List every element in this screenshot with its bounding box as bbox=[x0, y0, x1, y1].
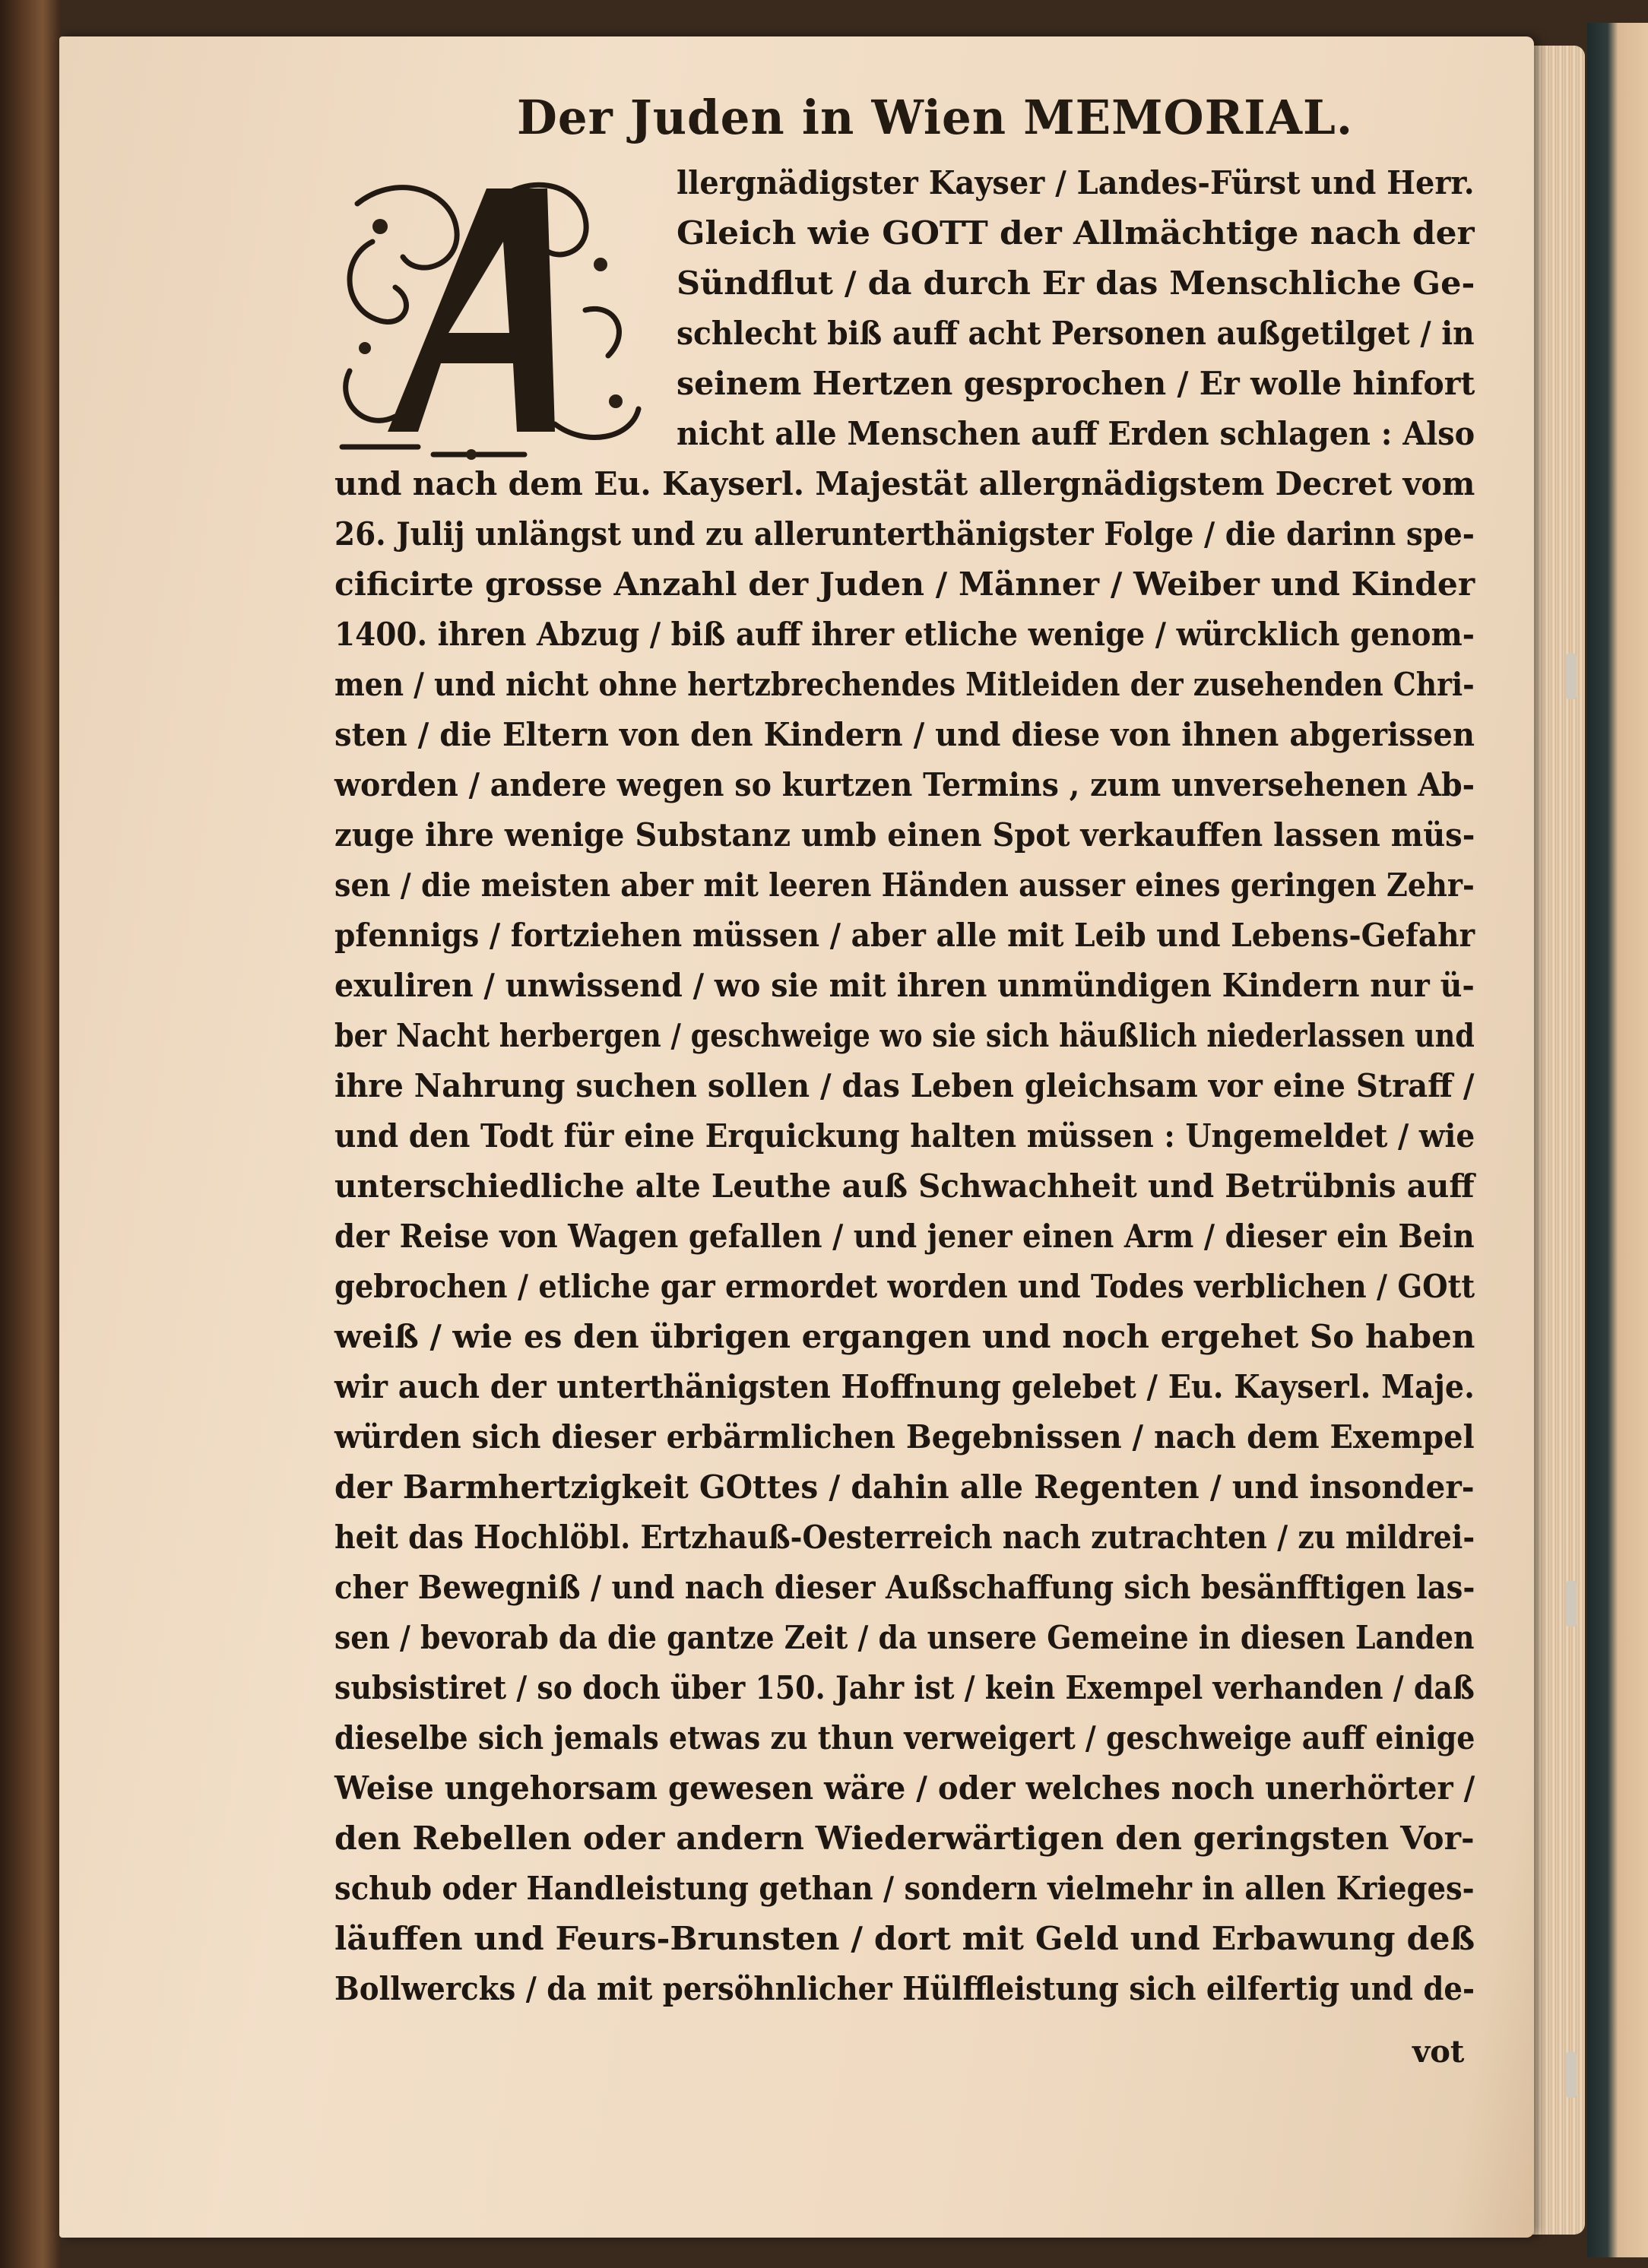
text-line: worden / andere wegen so kurtzen Termins , zum unversehenen Ab- bbox=[334, 766, 1475, 803]
ornamental-initial-icon bbox=[327, 173, 646, 477]
text-line: wir auch der unterthänigsten Hoffnung gelebet / Eu. Kayserl. Maje. bbox=[334, 1368, 1475, 1405]
text-line: ber Nacht herbergen / geschweige wo sie sich häußlich niederlassen und bbox=[334, 1017, 1475, 1054]
text-line: Bollwercks / da mit persöhnlicher Hülffleistung sich eilfertig und de- bbox=[334, 1970, 1475, 2007]
text-line: cher Bewegniß / und nach dieser Außschaffung sich besänfftigen las- bbox=[334, 1569, 1475, 1606]
text-line: cificirte grosse Anzahl der Juden / Männer / Weiber und Kinder bbox=[334, 565, 1475, 603]
text-line: exuliren / unwissend / wo sie mit ihren unmündigen Kindern nur ü- bbox=[334, 967, 1475, 1004]
text-line: ihre Nahrung suchen sollen / das Leben gleichsam vor eine Straff / bbox=[334, 1067, 1475, 1104]
text-line: men / und nicht ohne hertzbrechendes Mitleiden der zusehenden Chri- bbox=[334, 666, 1475, 703]
text-line: und nach dem Eu. Kayserl. Majestät allergnädigstem Decret vom bbox=[334, 465, 1475, 502]
text-line: subsistiret / so doch über 150. Jahr ist / kein Exempel verhanden / daß bbox=[334, 1669, 1475, 1706]
binding-stitch bbox=[1566, 654, 1577, 699]
text-line: seinem Hertzen gesprochen / Er wolle hinfort bbox=[677, 365, 1475, 402]
text-line: unterschiedliche alte Leuthe auß Schwachheit und Betrübnis auff bbox=[334, 1167, 1475, 1205]
text-line: heit das Hochlöbl. Ertzhauß-Oesterreich nach zutrachten / zu mildrei- bbox=[334, 1519, 1475, 1556]
text-line: der Reise von Wagen gefallen / und jener einen Arm / dieser ein Bein bbox=[334, 1218, 1475, 1255]
text-line: sen / bevorab da die gantze Zeit / da unsere Gemeine in diesen Landen bbox=[334, 1619, 1475, 1656]
text-line: weiß / wie es den übrigen ergangen und noch ergehet So haben bbox=[334, 1318, 1475, 1355]
text-line: den Rebellen oder andern Wiederwärtigen den geringsten Vor- bbox=[334, 1820, 1475, 1857]
binding-stitch bbox=[1566, 1581, 1577, 1627]
book-binding-left bbox=[0, 0, 61, 2268]
text-line: Gleich wie GOTT der Allmächtige nach der bbox=[677, 214, 1475, 252]
facing-page-edge bbox=[1587, 23, 1648, 2257]
catchword: vot bbox=[1412, 2034, 1465, 2070]
text-line: Sündflut / da durch Er das Menschliche Ge- bbox=[677, 264, 1475, 302]
text-line: schlecht biß auff acht Personen außgetilget / in bbox=[677, 315, 1475, 352]
text-line: llergnädigster Kayser / Landes-Fürst und Herr. bbox=[677, 164, 1475, 201]
text-line: dieselbe sich jemals etwas zu thun verweigert / geschweige auff einige bbox=[334, 1719, 1475, 1756]
text-line: sen / die meisten aber mit leeren Händen ausser eines geringen Zehr- bbox=[334, 866, 1475, 904]
text-line: läuffen und Feurs-Brunsten / dort mit Geld und Erbawung deß bbox=[334, 1920, 1475, 1957]
text-line: 1400. ihren Abzug / biß auff ihrer etliche wenige / würcklich genom- bbox=[334, 616, 1475, 653]
text-line: und den Todt für eine Erquickung halten müssen : Ungemeldet / wie bbox=[334, 1117, 1475, 1155]
text-line: nicht alle Menschen auff Erden schlagen : Also bbox=[677, 415, 1475, 452]
text-line: Weise ungehorsam gewesen wäre / oder welches noch unerhörter / bbox=[334, 1769, 1475, 1807]
text-line: zuge ihre wenige Substanz umb einen Spot verkauffen lassen müs- bbox=[334, 816, 1475, 854]
page-title: Der Juden in Wien MEMORIAL. bbox=[517, 90, 1354, 145]
text-line: würden sich dieser erbärmlichen Begebnissen / nach dem Exempel bbox=[334, 1418, 1475, 1456]
text-line: sten / die Eltern von den Kindern / und diese von ihnen abgerissen bbox=[334, 716, 1475, 753]
binding-stitch bbox=[1566, 2052, 1577, 2098]
text-line: der Barmhertzigkeit GOttes / dahin alle Regenten / und insonder- bbox=[334, 1468, 1475, 1506]
text-line: pfennigs / fortziehen müssen / aber alle mit Leib und Lebens-Gefahr bbox=[334, 917, 1475, 954]
text-line: 26. Julij unlängst und zu allerunterthänigster Folge / die darinn spe- bbox=[334, 515, 1475, 553]
text-line: gebrochen / etliche gar ermordet worden und Todes verblichen / GOtt bbox=[334, 1268, 1475, 1305]
text-line: schub oder Handleistung gethan / sondern vielmehr in allen Krieges- bbox=[334, 1870, 1475, 1907]
